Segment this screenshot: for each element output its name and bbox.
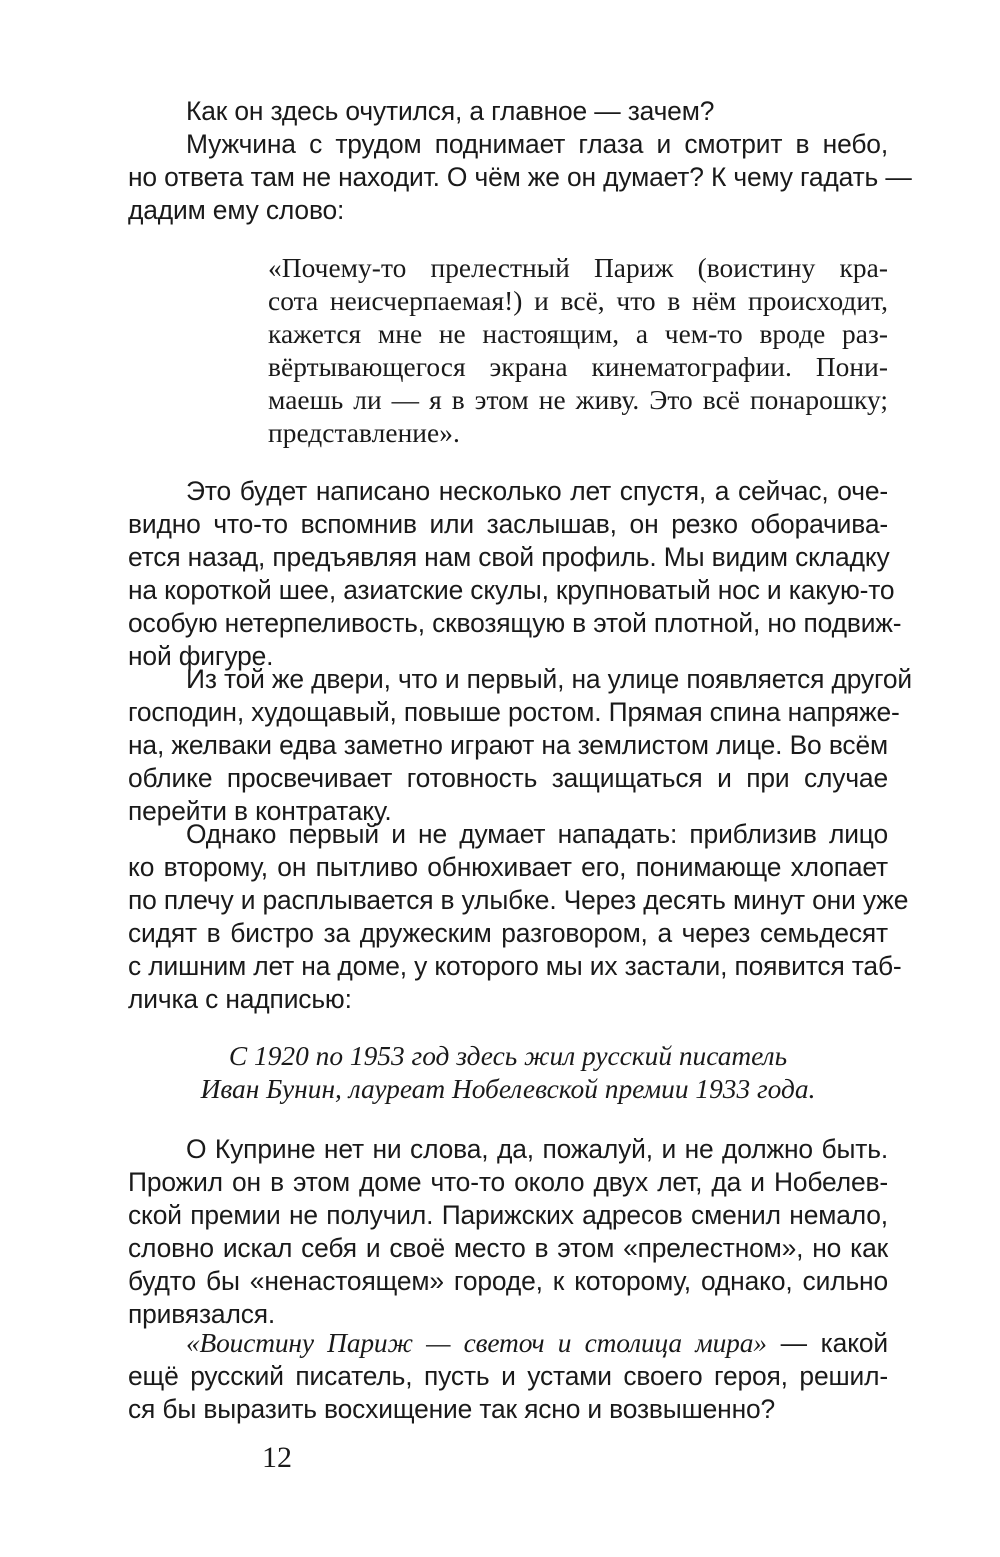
text-line: ся бы выразить восхищение так ясно и возвышенно? bbox=[128, 1394, 776, 1424]
text-line: сидят в бистро за дружеским разговором, а через семьдесят bbox=[128, 918, 888, 948]
text-line: Мужчина с трудом поднимает глаза и смотрит в небо, bbox=[186, 129, 888, 159]
text-line: перейти в контратаку. bbox=[128, 796, 392, 826]
quote-line: вёртывающегося экрана кинематографии. Пони- bbox=[268, 352, 888, 382]
text-line: на, желваки едва заметно играют на землистом лице. Во всём bbox=[128, 730, 888, 760]
italic-quote: «Воистину Париж — светоч и столица мира» bbox=[186, 1328, 767, 1358]
text-line: О Куприне нет ни слова, да, пожалуй, и не должно быть. bbox=[186, 1134, 888, 1164]
memorial-plaque-text bbox=[128, 1040, 888, 1106]
text-line bbox=[128, 1327, 888, 1360]
quote-line: кажется мне не настоящим, а чем-то вроде раз- bbox=[268, 319, 888, 349]
text-fragment: — какой bbox=[766, 1328, 889, 1358]
text-line: на короткой шее, азиатские скулы, крупноватый нос и какую-то bbox=[128, 575, 895, 605]
text-line: но ответа там не находит. О чём же он думает? К чему гадать — bbox=[128, 162, 912, 192]
text-line: будто бы «ненастоящем» городе, к которому, однако, сильно bbox=[128, 1266, 888, 1296]
text-line: с лишним лет на доме, у которого мы их застали, появится таб- bbox=[128, 951, 902, 981]
text-line: ской премии не получил. Парижских адресов сменил немало, bbox=[128, 1200, 888, 1230]
paragraph-6 bbox=[128, 1133, 888, 1331]
text-line: Из той же двери, что и первый, на улице появляется другой bbox=[186, 664, 912, 694]
text-line: ко второму, он пытливо обнюхивает его, понимающе хлопает bbox=[128, 852, 888, 882]
text-line: ной фигуре. bbox=[128, 641, 274, 671]
page-number: 12 bbox=[262, 1441, 292, 1474]
text-line: дадим ему слово: bbox=[128, 195, 345, 225]
text-line: личка с надписью: bbox=[128, 984, 352, 1014]
quote-line: сота неисчерпаемая!) и всё, что в нём происходит, bbox=[268, 286, 888, 316]
text-line: привязался. bbox=[128, 1299, 276, 1329]
text-line: облике просвечивает готовность защищаться и при случае bbox=[128, 763, 888, 793]
text-line: Прожил он в этом доме что-то около двух лет, да и Нобелев- bbox=[128, 1167, 888, 1197]
text-line: Как он здесь очутился, а главное — зачем? bbox=[186, 96, 715, 126]
text-line: словно искал себя и своё место в этом «прелестном», но как bbox=[128, 1233, 888, 1263]
quote-line: маешь ли — я в этом не живу. Это всё понарошку; bbox=[268, 385, 888, 415]
paragraph-1 bbox=[128, 95, 888, 128]
text-line: особую нетерпеливость, сквозящую в этой плотной, но подвиж- bbox=[128, 608, 902, 638]
bunin-quote bbox=[268, 252, 888, 450]
text-line: Однако первый и не думает нападать: приблизив лицо bbox=[186, 819, 888, 849]
paragraph-4 bbox=[128, 663, 912, 828]
quote-line: представление». bbox=[268, 418, 460, 448]
plaque-line: С 1920 по 1953 год здесь жил русский писатель bbox=[228, 1041, 788, 1071]
text-line: ещё русский писатель, пусть и устами своего героя, решил- bbox=[128, 1361, 888, 1391]
plaque-line: Иван Бунин, лауреат Нобелевской премии 1933 года. bbox=[200, 1074, 816, 1104]
quote-line: «Почему-то прелестный Париж (воистину кра- bbox=[268, 253, 888, 283]
text-line: Это будет написано несколько лет спустя, а сейчас, оче- bbox=[186, 476, 888, 506]
text-line: господин, худощавый, повыше ростом. Прямая спина напряже- bbox=[128, 697, 900, 727]
paragraph-3 bbox=[128, 475, 902, 673]
paragraph-7 bbox=[128, 1327, 888, 1426]
text-line: ется назад, предъявляя нам свой профиль. Мы видим складку bbox=[128, 542, 890, 572]
paragraph-5 bbox=[128, 818, 909, 1016]
text-line: по плечу и расплывается в улыбке. Через десять минут они уже bbox=[128, 885, 909, 915]
paragraph-2 bbox=[128, 128, 912, 227]
text-line: видно что-то вспомнив или заслышав, он резко оборачива- bbox=[128, 509, 888, 539]
